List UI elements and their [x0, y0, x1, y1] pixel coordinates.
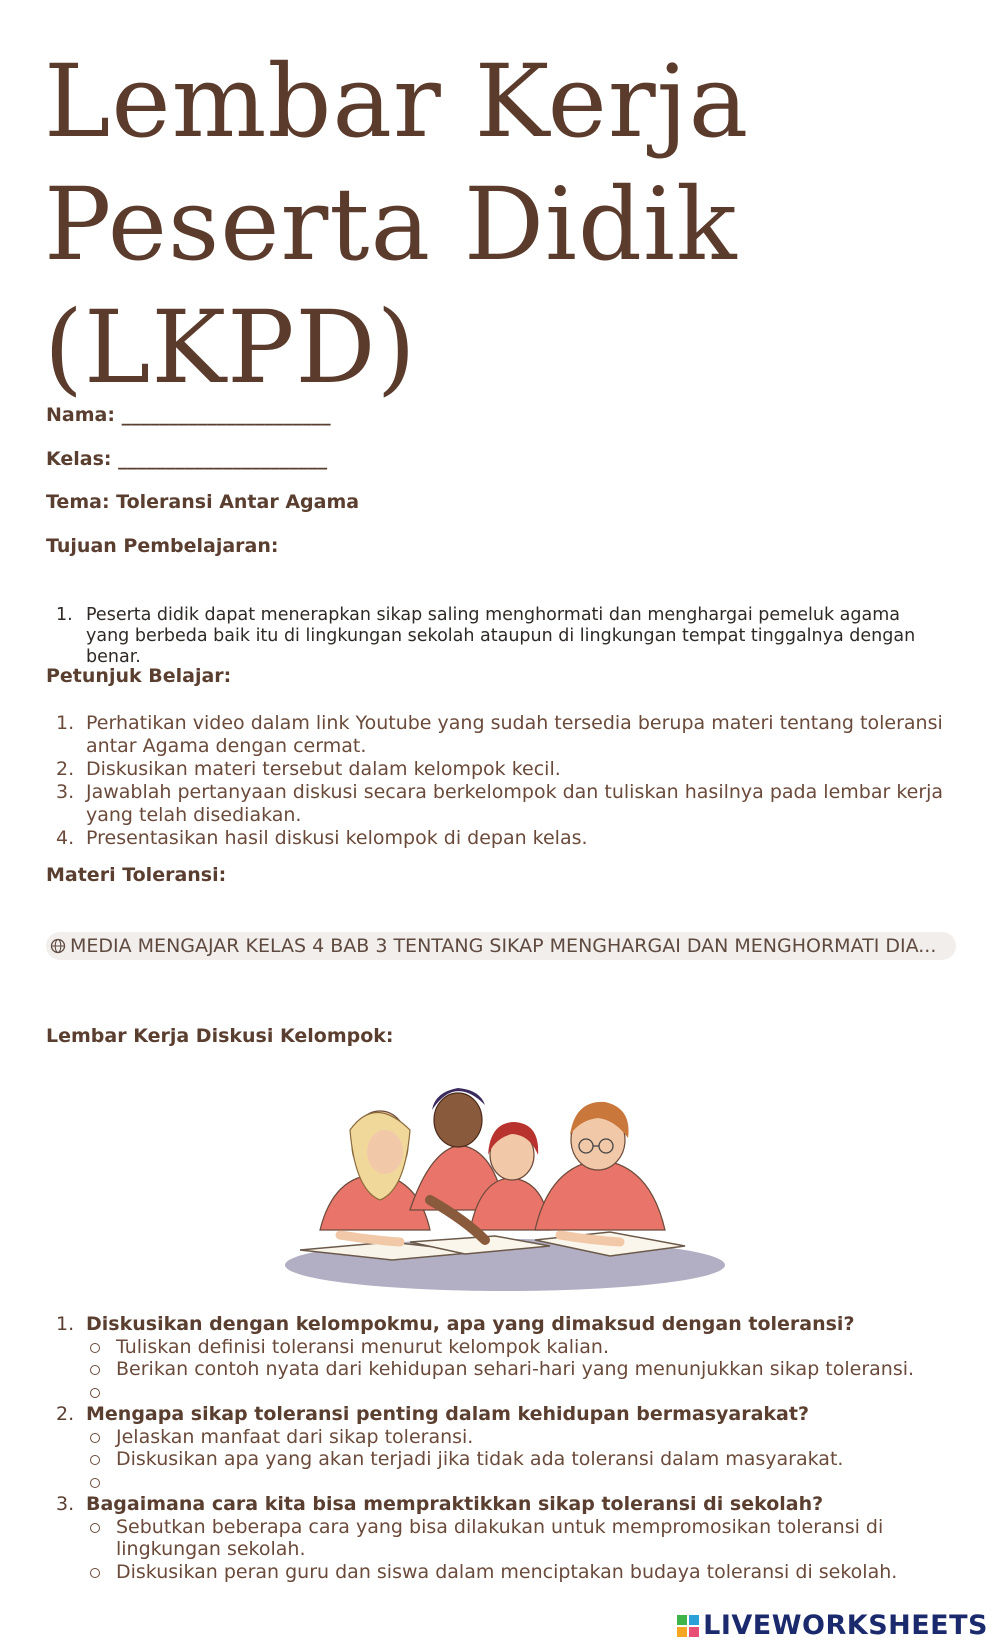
list-item: 1. Perhatikan video dalam link Youtube yang sudah tersedia berupa materi tentang toleransi antar Agama dengan cermat.	[56, 712, 943, 757]
page-title	[44, 40, 749, 409]
sub-item: Sebutkan beberapa cara yang bisa dilakukan untuk mempromosikan toleransi di lingkungan sekolah.	[86, 1516, 966, 1561]
question-item: 2. Mengapa sikap toleransi penting dalam kehidupan bermasyarakat? Jelaskan manfaat dari sikap toleransi. Diskusikan apa yang akan terjadi jika tidak ada toleransi dalam masyarakat.	[46, 1403, 966, 1493]
logo-blocks-icon	[677, 1615, 699, 1637]
question-text: Mengapa sikap toleransi penting dalam kehidupan bermasyarakat?	[86, 1403, 809, 1425]
list-item: 1. Peserta didik dapat menerapkan sikap saling menghormati dan menghargai pemeluk agama yang berbeda baik itu di lingkungan sekolah ataupun di lingkungan tempat tinggalnya dengan benar.	[56, 605, 916, 667]
globe-icon	[50, 938, 66, 954]
sub-item: Tuliskan definisi toleransi menurut kelompok kalian.	[86, 1336, 966, 1359]
diskusi-heading: Lembar Kerja Diskusi Kelompok:	[46, 1025, 394, 1047]
students-studying-illustration	[280, 1060, 725, 1300]
sub-item: Berikan contoh nyata dari kehidupan sehari-hari yang menunjukkan sikap toleransi.	[86, 1358, 966, 1381]
question-text: Diskusikan dengan kelompokmu, apa yang dimaksud dengan toleransi?	[86, 1313, 855, 1335]
list-item: 4. Presentasikan hasil diskusi kelompok di depan kelas.	[56, 827, 588, 849]
sub-item: Jelaskan manfaat dari sikap toleransi.	[86, 1426, 966, 1449]
liveworksheets-logo[interactable]	[677, 1610, 988, 1641]
kelas-label: Kelas:	[46, 448, 112, 470]
sub-item-empty	[86, 1381, 966, 1404]
tujuan-list	[46, 605, 946, 668]
sub-item: Diskusikan apa yang akan terjadi jika tidak ada toleransi dalam masyarakat.	[86, 1448, 966, 1471]
sub-item-empty	[86, 1471, 966, 1494]
materi-heading: Materi Toleransi:	[46, 864, 227, 886]
list-item: 2. Diskusikan materi tersebut dalam kelompok kecil.	[56, 758, 561, 780]
nama-field	[46, 404, 331, 426]
diskusi-questions	[46, 1313, 966, 1583]
title-line-3: (LKPD)	[44, 289, 417, 406]
petunjuk-list	[46, 712, 946, 850]
media-link-text[interactable]: MEDIA MENGAJAR KELAS 4 BAB 3 TENTANG SIKAP MENGHARGAI DAN MENGHORMATI DIA...	[70, 935, 937, 957]
nama-label: Nama:	[46, 404, 115, 426]
title-line-1: Lembar Kerja	[44, 43, 750, 160]
question-item: 3. Bagaimana cara kita bisa mempraktikkan sikap toleransi di sekolah? Sebutkan beberapa cara yang bisa dilakukan untuk mempromosikan toleransi di lingkungan sekolah. Diskusikan peran guru dan siswa dalam menciptakan budaya toleransi di sekolah.	[46, 1493, 966, 1583]
tema-heading: Tema: Toleransi Antar Agama	[46, 491, 360, 513]
title-line-2: Peserta Didik	[44, 166, 738, 283]
list-item: 3. Jawablah pertanyaan diskusi secara berkelompok dan tuliskan hasilnya pada lembar kerja yang telah disediakan.	[56, 781, 944, 826]
kelas-input-line[interactable]: ______________________	[118, 448, 328, 470]
petunjuk-heading: Petunjuk Belajar:	[46, 665, 232, 687]
media-link[interactable]	[46, 932, 956, 960]
question-text: Bagaimana cara kita bisa mempraktikkan sikap toleransi di sekolah?	[86, 1493, 824, 1515]
kelas-field	[46, 448, 327, 470]
nama-input-line[interactable]: ______________________	[121, 404, 331, 426]
tujuan-heading: Tujuan Pembelajaran:	[46, 535, 279, 557]
sub-item: Diskusikan peran guru dan siswa dalam menciptakan budaya toleransi di sekolah.	[86, 1561, 966, 1584]
logo-text: LIVEWORKSHEETS	[703, 1610, 988, 1641]
question-item: 1. Diskusikan dengan kelompokmu, apa yang dimaksud dengan toleransi? Tuliskan definisi toleransi menurut kelompok kalian. Berikan contoh nyata dari kehidupan sehari-hari yang menunjukkan sikap toleransi.	[46, 1313, 966, 1403]
